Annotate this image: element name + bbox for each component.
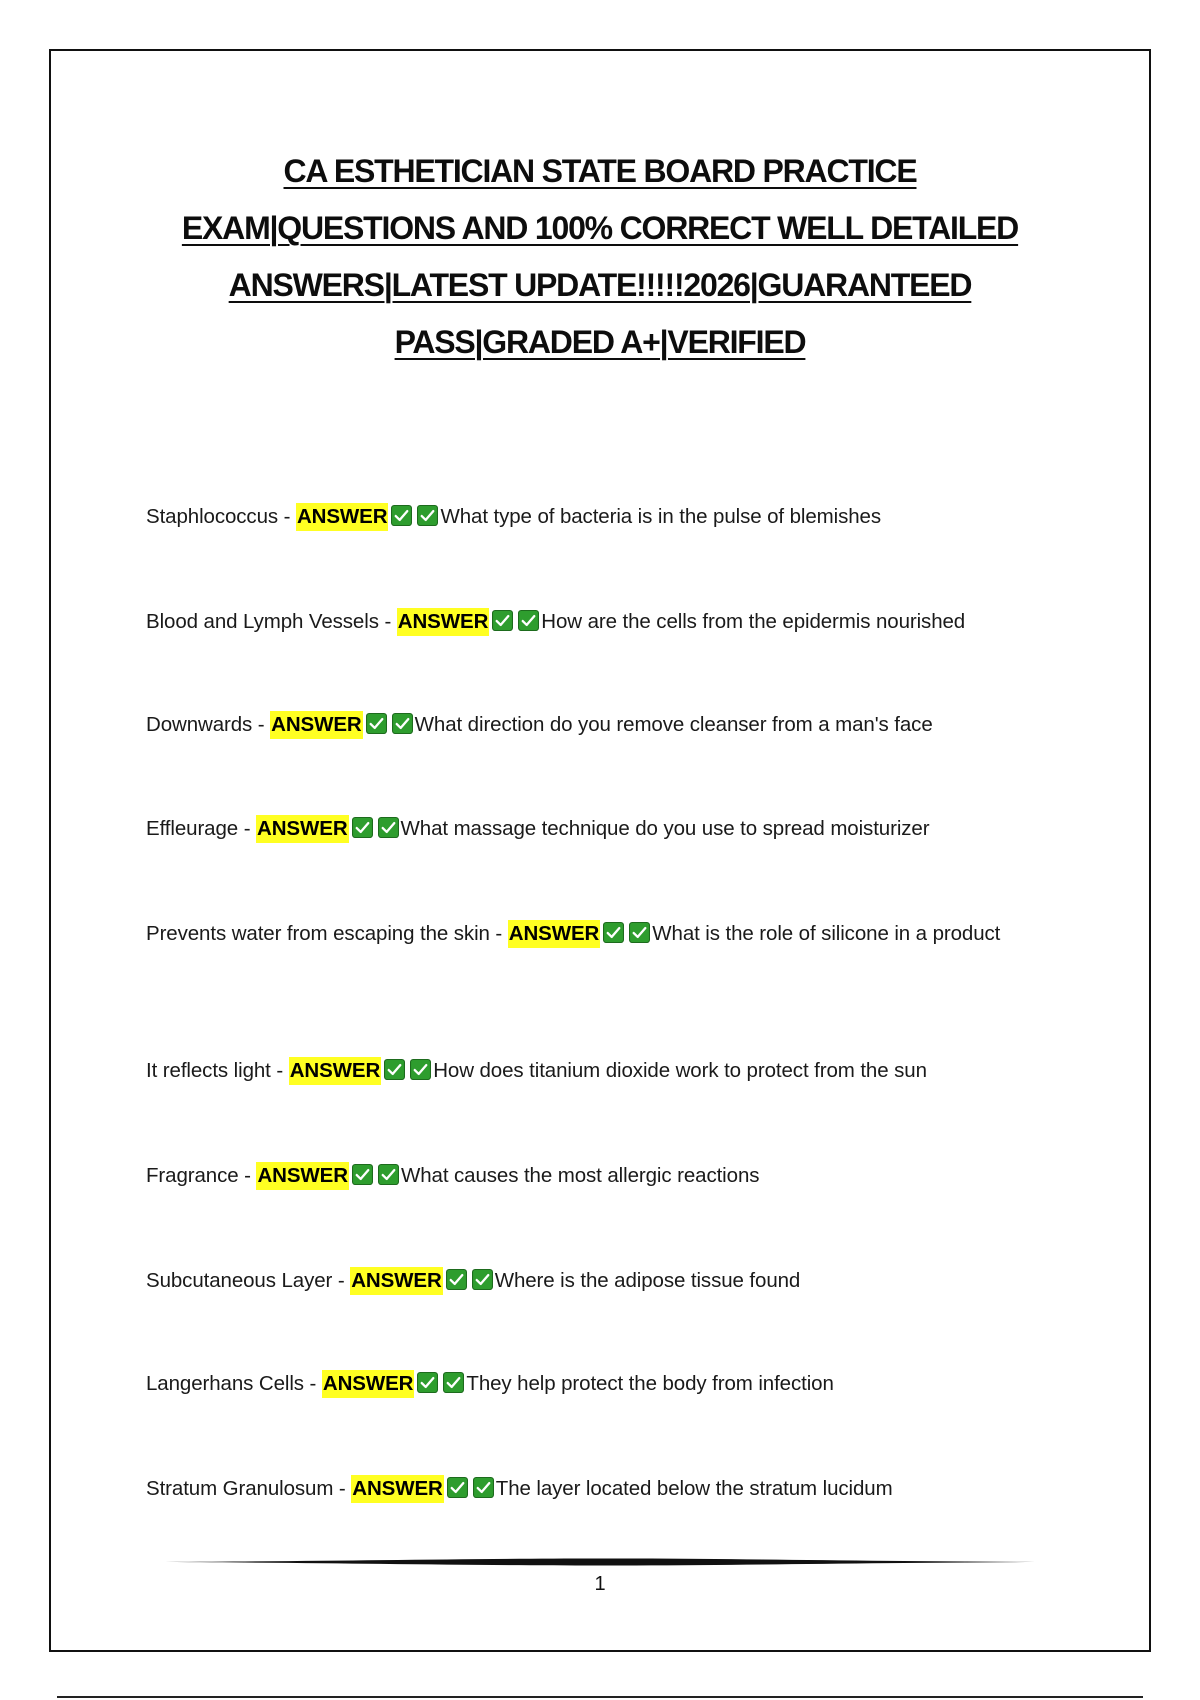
qa-item (146, 1264, 1046, 1298)
white-heavy-check-mark-icon (472, 1269, 493, 1290)
answer-label: ANSWER (322, 1370, 415, 1398)
separator: - (332, 1269, 351, 1292)
question-text: They help protect the body from infection (466, 1372, 834, 1395)
question-text: Where is the adipose tissue found (494, 1269, 801, 1292)
footer-divider (165, 1558, 1035, 1566)
white-heavy-check-mark-icon (392, 713, 413, 734)
answer-label: ANSWER (256, 1162, 349, 1190)
white-heavy-check-mark-icon (378, 817, 399, 838)
answer-label: ANSWER (296, 503, 389, 531)
white-heavy-check-mark-icon (446, 1269, 467, 1290)
answer-label: ANSWER (350, 1267, 443, 1295)
answer-text: Effleurage (146, 817, 239, 840)
question-text: The layer located below the stratum lucidum (495, 1477, 893, 1500)
question-text: What direction do you remove cleanser from a man's face (414, 713, 933, 736)
white-heavy-check-mark-icon (473, 1477, 494, 1498)
white-heavy-check-mark-icon (603, 922, 624, 943)
white-heavy-check-mark-icon (352, 1164, 373, 1185)
separator: - (489, 922, 508, 945)
answer-label: ANSWER (508, 920, 601, 948)
answer-text: Subcutaneous Layer (146, 1269, 333, 1292)
next-page-edge (57, 1696, 1143, 1698)
white-heavy-check-mark-icon (443, 1372, 464, 1393)
question-text: What type of bacteria is in the pulse of blemishes (440, 505, 882, 528)
answer-label: ANSWER (256, 815, 349, 843)
question-text: How does titanium dioxide work to protect from the sun (433, 1059, 927, 1082)
qa-item (146, 917, 1046, 951)
document-title: CA ESTHETICIAN STATE BOARD PRACTICE EXAM|QUESTIONS AND 100% CORRECT WELL DETAILED ANSWERS|LATEST UPDATE!!!!!2026|GUARANTEED PASS|GRADED A+|VERIFIED (181, 153, 1019, 360)
separator: - (378, 610, 397, 633)
white-heavy-check-mark-icon (366, 713, 387, 734)
answer-text: Blood and Lymph Vessels (146, 610, 379, 633)
qa-item (146, 500, 1046, 534)
answer-label: ANSWER (289, 1057, 382, 1085)
white-heavy-check-mark-icon (417, 1372, 438, 1393)
white-heavy-check-mark-icon (378, 1164, 399, 1185)
qa-item (146, 1367, 1046, 1401)
white-heavy-check-mark-icon (629, 922, 650, 943)
white-heavy-check-mark-icon (518, 610, 539, 631)
answer-label: ANSWER (351, 1475, 444, 1503)
page-number: 1 (594, 1573, 606, 1595)
qa-item (146, 1159, 1046, 1193)
separator: - (238, 1164, 257, 1187)
white-heavy-check-mark-icon (447, 1477, 468, 1498)
answer-text: Langerhans Cells (146, 1372, 304, 1395)
answer-label: ANSWER (270, 711, 363, 739)
answer-text: Staphlococcus (146, 505, 279, 528)
white-heavy-check-mark-icon (417, 505, 438, 526)
separator: - (252, 713, 271, 736)
separator: - (303, 1372, 322, 1395)
white-heavy-check-mark-icon (384, 1059, 405, 1080)
qa-item (146, 1472, 1046, 1506)
answer-text: Fragrance (146, 1164, 239, 1187)
separator: - (278, 505, 296, 528)
answer-text: It reflects light (146, 1059, 271, 1082)
qa-item (146, 812, 1046, 846)
question-text: What massage technique do you use to spread moisturizer (400, 817, 930, 840)
white-heavy-check-mark-icon (391, 505, 412, 526)
answer-text: Prevents water from escaping the skin (146, 922, 490, 945)
qa-item (146, 1054, 1046, 1088)
answer-text: Downwards (146, 713, 253, 736)
question-text: What causes the most allergic reactions (400, 1164, 760, 1187)
separator: - (333, 1477, 352, 1500)
separator: - (270, 1059, 289, 1082)
separator: - (238, 817, 257, 840)
question-text: What is the role of silicone in a product (652, 922, 1001, 945)
answer-text: Stratum Granulosum (146, 1477, 334, 1500)
white-heavy-check-mark-icon (410, 1059, 431, 1080)
qa-item (146, 708, 1046, 742)
answer-label: ANSWER (397, 608, 490, 636)
question-text: How are the cells from the epidermis nourished (541, 610, 966, 633)
white-heavy-check-mark-icon (492, 610, 513, 631)
white-heavy-check-mark-icon (352, 817, 373, 838)
qa-item (146, 605, 1046, 639)
